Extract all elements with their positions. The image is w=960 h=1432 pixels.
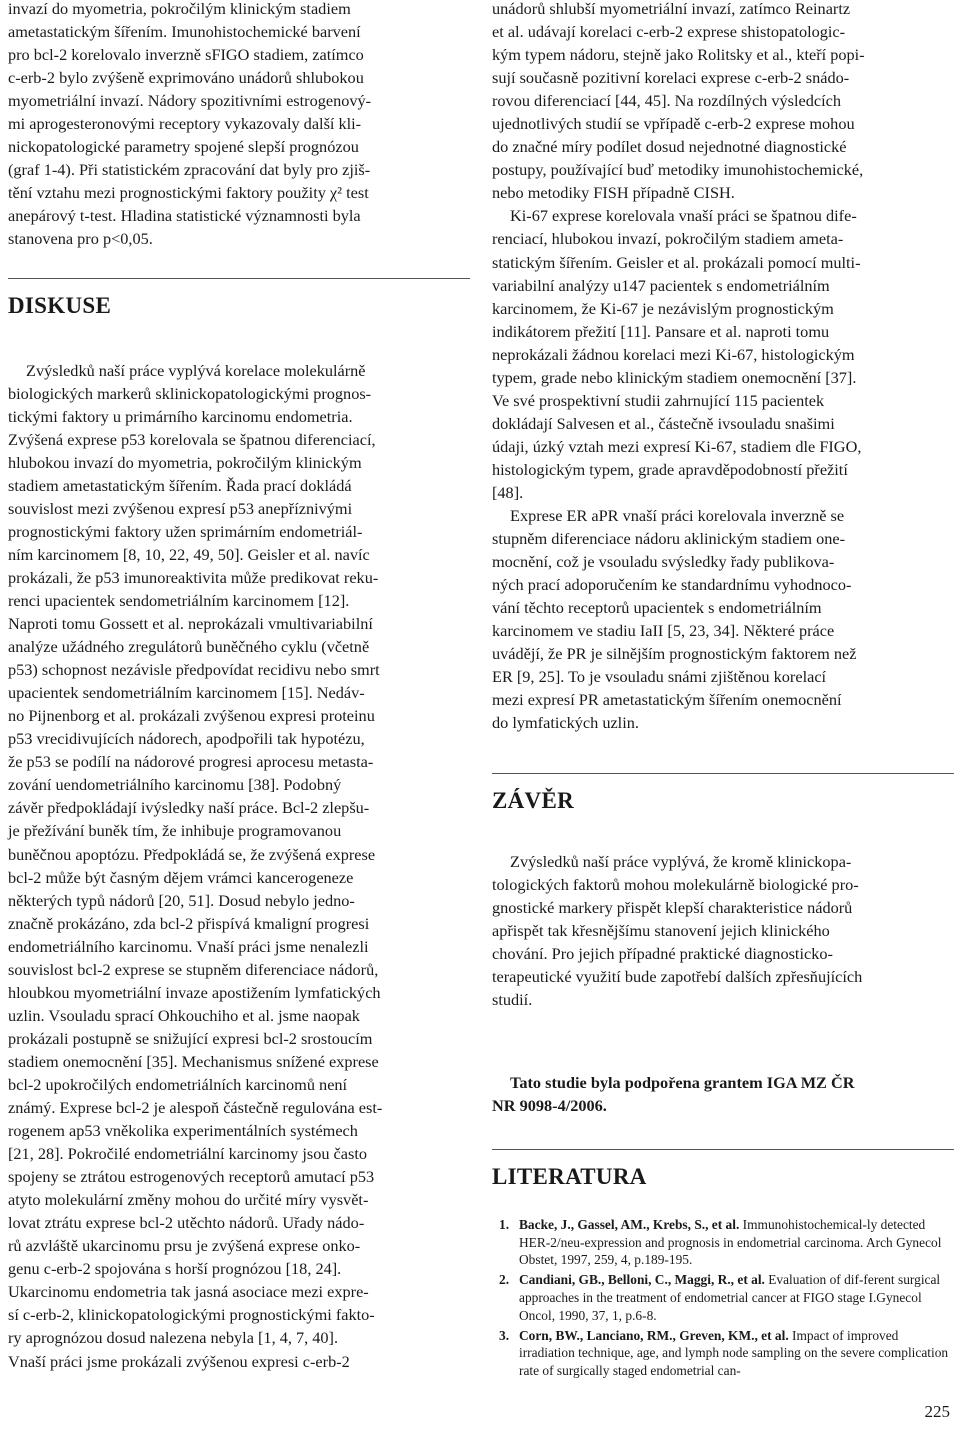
reference-number: 3. [499, 1327, 510, 1343]
reference-text: Impact of improved irradiation technique, age, and lymph node sampling on the severe complication rate of surgically staged endometrial can- [519, 1327, 949, 1379]
right-column [492, 0, 954, 1382]
left-column [8, 0, 470, 1373]
er-pr-paragraph: Exprese ER aPR vnaší práci korelovala inverzně se stupněm diferenciace nádoru aklinickým stadiem one- mocnění, což je vsouladu svýsledky řady publikova- ných prací adoporučením ke standardnímu vyhodnoco- vání těchto receptorů upacientek s endometriálním karcinomem ve stadiu IaII [5, 23, 34]. Některé práce uvádějí, že PR je silnějším prognostickým faktorem než ER [9, 25]. To je vsouladu snámi zjištěnou korelací mezi expresí PR ametastatickým šířením onemocnění do lymfatických uzlin. [492, 506, 857, 733]
continuation-paragraph: unádorů shlubší myometriální invazí, zatímco Reinartz et al. udávají korelaci c-erb-2 exprese shistopatologic- kým typem nádoru, stejně jako Rolitsky et al., kteří popi- sují současně pozitivní korelaci exprese c-erb-2 snádo- rovou diferenciací [44, 45]. Na rozdílných výsledcích ujednotlivých studií se vpřípadě c-erb-2 exprese mohou do značné míry podílet dosud nejednotné diagnostické postupy, používající buď metodiky imunohistochemické, nebo metodiky FISH případně CISH. [492, 0, 865, 203]
reference-text: Evaluation of dif-ferent surgical approaches in the treatment of endometrial cancer at FIGO stage I.Gynecol Oncol, 1990, 37, 1, p.6-8. [519, 1272, 941, 1323]
section-divider [492, 1149, 954, 1150]
conclusion-heading: ZÁVĚR [492, 787, 575, 813]
conclusion-paragraph: Zvýsledků naší práce vyplývá, že kromě klinickopa- tologických faktorů mohou molekulárně biologické pro- gnostické markery přispět klepší charakteristice nádorů apřispět tak křesnějšímu stanovení jejich klinického chování. Pro jejich případné praktické diagnosticko- terapeutické využití bude zapotřebí dalších zpřesňujících studií. [492, 851, 863, 1009]
reference-authors: Backe, J., Gassel, AM., Krebs, S., et al. [519, 1216, 740, 1232]
reference-authors: Corn, BW., Lanciano, RM., Greven, KM., et al. [519, 1327, 789, 1343]
discussion-heading: DISKUSE [8, 292, 112, 318]
reference-number: 2. [499, 1272, 510, 1288]
ki67-paragraph: Ki-67 exprese korelovala vnaší práci se špatnou dife- renciací, hlubokou invazí, pokročilým stadiem ameta- statickým šířením. Geisler et al. prokázali pomocí multi- variabilní analýzy u147 pacientek s endometriálním karcinomem, že Ki-67 je nezávislým prognostickým indikátorem přežití [11]. Pansare et al. naproti tomu neprokázali žádnou korelaci mezi Ki-67, histologickým typem, grade nebo klinickým stadiem onemocnění [37]. Ve své prospektivní studii zahrnující 115 pacientek dokládají Salvesen et al., částečně ivsouladu snašimi údaji, úzký vztah mezi expresí Ki-67, stadiem dle FIGO, histologickým typem, grade apravděpodobností přežití [48]. [492, 206, 862, 502]
grant-note: Tato studie byla podpořena grantem IGA MZ ČR NR 9098-4/2006. [492, 1072, 855, 1115]
page-number: 225 [924, 1402, 950, 1421]
reference-item [492, 1327, 954, 1380]
reference-item [492, 1271, 954, 1324]
section-divider [492, 773, 954, 774]
reference-text: Immunohistochemical-ly detected HER-2/neu-expression and prognosis in endometrial carcinoma. Arch Gynecol Obstet, 1997, 259, 4, p.189-195. [519, 1216, 942, 1268]
references-heading: LITERATURA [492, 1163, 647, 1189]
reference-authors: Candiani, GB., Belloni, C., Maggi, R., et al. [519, 1272, 765, 1288]
discussion-paragraph: Zvýsledků naší práce vyplývá korelace molekulárně biologických markerů sklinickopatologickými prognos- tickými faktory u primárního karcinomu endometria. Zvýšená exprese p53 korelovala se špatnou diferenciací, hlubokou invazí do myometria, pokročilým klinickým stadiem ametastatickým šířením. Řada prací dokládá souvislost mezi zvýšenou expresí p53 anepříznivými prognostickými faktory užen sprimárním endometriál- ním karcinomem [8, 10, 22, 49, 50]. Geisler et al. navíc prokázali, že p53 imunoreaktivita může predikovat reku- renci upacientek sendometriálním karcinomem [12]. Naproti tomu Gossett et al. neprokázali vmultivariabilní analýze užádného zregulátorů buněčného cyklu (včetně p53) schopnost nezávisle předpovídat recidivu nebo smrt upacientek sendometriálním karcinomem [15]. Nedáv- no Pijnenborg et al. prokázali zvýšenou expresi proteinu p53 vrecidivujících nádorech, apodpořili tak hypotézu, že p53 se podílí na nádorové progresi aprocesu metasta- zování uendometriálního karcinomu [38]. Podobný závěr předpokládají ivýsledky naší práce. Bcl-2 zlepšu- je přežívání buněk tím, že inhibuje programovanou buněčnou apoptózu. Předpokládá se, že zvýšená exprese bcl-2 může být časným dějem vrámci kancerogeneze některých typů nádorů [20, 51]. Dosud nebylo jedno- značně prokázáno, zda bcl-2 přispívá kmaligní progresi endometriálního karcinomu. Vnaší práci jsme nenalezli souvislost bcl-2 exprese se stupněm diferenciace nádorů, hloubkou myometriální invaze apostižením lymfatických uzlin. Vsouladu sprací Ohkouchiho et al. jsme naopak prokázali postupně se snižující expresi bcl-2 srostoucím stadiem onemocnění [35]. Mechanismus snížené exprese bcl-2 upokročilých endometriálních karcinomů není známý. Exprese bcl-2 je alespoň částečně regulována est- rogenem ap53 vněkolika experimentálních systémech [21, 28]. Pokročilé endometriální karcinomy jsou často spojeny se ztrátou estrogenových receptorů amutací p53 atyto molekulární změny mohou do určité míry vysvět- lovat ztrátu exprese bcl-2 utěchto nádorů. Uřady nádo- rů azvláště ukarcinomu prsu je zvýšená exprese onko- genu c-erb-2 spojována s horší prognózou [18, 24]. Ukarcinomu endometria tak jasná asociace mezi expre- sí c-erb-2, klinickopatologickými prognostickými fakto- ry aprognózou dosud nalezena nebyla [1, 4, 7, 40]. Vnaší práci jsme prokázali zvýšenou expresi c-erb-2 [8, 360, 383, 1371]
section-divider [8, 278, 470, 279]
reference-item [492, 1216, 954, 1269]
reference-number: 1. [499, 1216, 510, 1232]
references-list [492, 1216, 954, 1380]
intro-paragraph: invazí do myometria, pokročilým klinickým stadiem ametastatickým šířením. Imunohistochemické barvení pro bcl-2 korelovalo inverzně sFIGO stadiem, zatímco c-erb-2 bylo zvýšeně exprimováno unádorů shlubokou myometriální invazí. Nádory spozitivními estrogenový- mi aprogesteronovými receptory vykazovaly další kli- nickopatologické parametry spojené slepší prognózou (graf 1-4). Při statistickém zpracování dat byly pro zjiš- tění vztahu mezi prognostickými faktory použity χ² test anepárový t-test. Hladina statistické významnosti byla stanovena pro p<0,05. [8, 0, 372, 249]
